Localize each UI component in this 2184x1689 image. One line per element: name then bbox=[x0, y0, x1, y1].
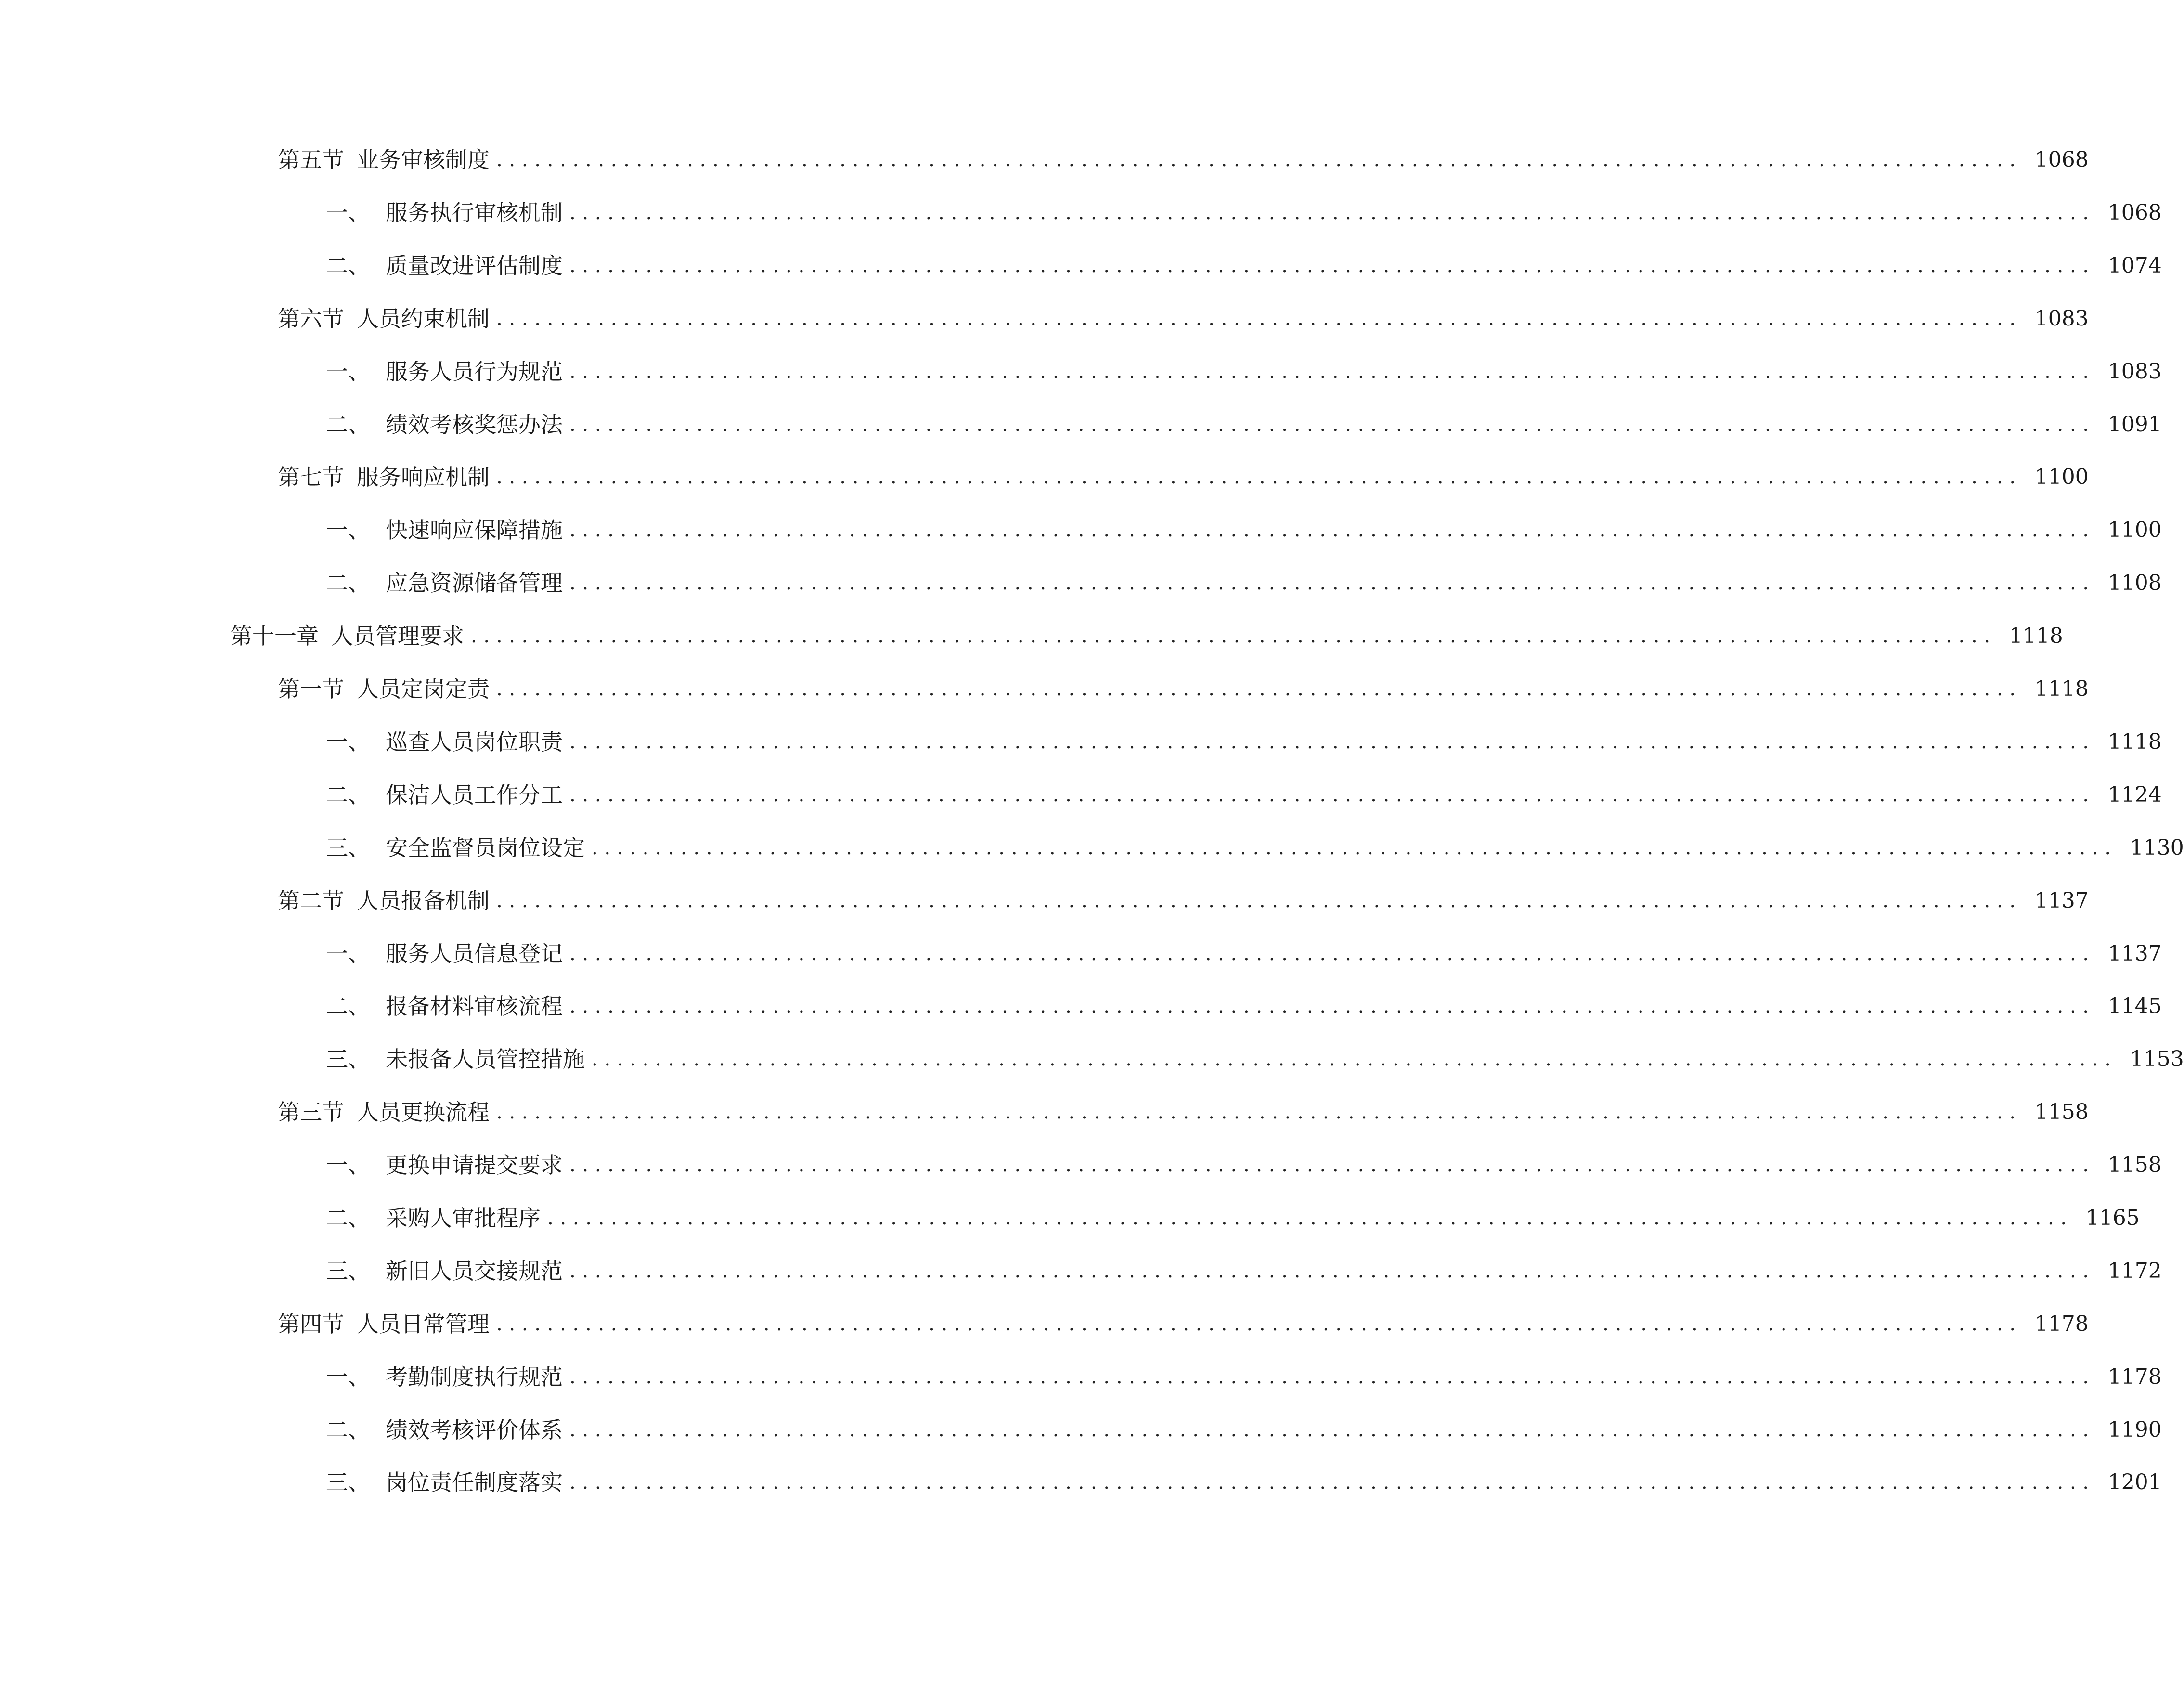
toc-leader-dots: ........................................................................................................................ bbox=[569, 361, 2095, 383]
toc-leader-dots: ........................................................................................................................ bbox=[592, 1048, 2118, 1070]
toc-entry[interactable] bbox=[0, 141, 2089, 179]
toc-entry[interactable] bbox=[0, 987, 2162, 1026]
toc-entry-label bbox=[326, 987, 563, 1026]
toc-entry-title: 服务人员行为规范 bbox=[386, 359, 563, 385]
toc-entry-title: 巡查人员岗位职责 bbox=[386, 729, 563, 755]
toc-page-number: 1100 bbox=[2107, 518, 2162, 542]
toc-entry-number: 二、 bbox=[326, 1205, 370, 1231]
toc-entry[interactable] bbox=[0, 1040, 2184, 1078]
toc-entry-number: 一、 bbox=[326, 729, 370, 755]
toc-leader-dots: ........................................................................................................................ bbox=[496, 466, 2022, 488]
toc-entry-number: 二、 bbox=[326, 1417, 370, 1443]
toc-entry-title: 人员约束机制 bbox=[357, 306, 490, 332]
toc-entry-number: 第十一章 bbox=[230, 623, 319, 649]
toc-entry-label bbox=[278, 1305, 490, 1343]
toc-leader-dots: ........................................................................................................................ bbox=[569, 995, 2095, 1017]
toc-entry-number: 第一节 bbox=[278, 676, 344, 702]
toc-entry-title: 人员更换流程 bbox=[357, 1099, 490, 1125]
toc-leader-dots: ........................................................................................................................ bbox=[569, 1366, 2095, 1388]
toc-leader-dots: ........................................................................................................................ bbox=[569, 414, 2095, 436]
toc-page-number: 1201 bbox=[2107, 1470, 2162, 1494]
toc-entry-number: 第三节 bbox=[278, 1099, 344, 1125]
toc-entry[interactable] bbox=[0, 1411, 2162, 1449]
toc-entry-number: 二、 bbox=[326, 412, 370, 438]
toc-page-number: 1068 bbox=[2034, 147, 2089, 172]
toc-entry-number: 二、 bbox=[326, 253, 370, 279]
toc-entry-label bbox=[326, 935, 563, 973]
toc-entry[interactable] bbox=[0, 1093, 2089, 1131]
toc-entry-label bbox=[278, 458, 490, 496]
toc-leader-dots: ........................................................................................................................ bbox=[569, 572, 2095, 594]
toc-leader-dots: ........................................................................................................................ bbox=[496, 1101, 2022, 1123]
toc-entry-number: 三、 bbox=[326, 1469, 370, 1495]
toc-page-number: 1118 bbox=[2034, 676, 2089, 701]
toc-page-number: 1145 bbox=[2107, 994, 2162, 1018]
toc-leader-dots: ........................................................................................................................ bbox=[471, 625, 1997, 647]
toc-page-number: 1068 bbox=[2107, 200, 2162, 225]
toc-entry-title: 绩效考核评价体系 bbox=[386, 1417, 563, 1443]
toc-entry-number: 一、 bbox=[326, 359, 370, 385]
toc-entry-title: 人员日常管理 bbox=[357, 1311, 490, 1337]
toc-entry-title: 快速响应保障措施 bbox=[386, 517, 563, 543]
toc-entry-number: 第四节 bbox=[278, 1311, 344, 1337]
toc-entry-number: 二、 bbox=[326, 570, 370, 596]
toc-entry-label bbox=[326, 776, 563, 814]
toc-entry-title: 服务执行审核机制 bbox=[386, 200, 563, 226]
toc-entry-number: 一、 bbox=[326, 200, 370, 226]
toc-page-number: 1153 bbox=[2130, 1047, 2184, 1071]
toc-entry-title: 绩效考核奖惩办法 bbox=[386, 412, 563, 438]
toc-entry-number: 三、 bbox=[326, 1258, 370, 1284]
toc-entry[interactable] bbox=[0, 1305, 2089, 1343]
toc-entry-number: 二、 bbox=[326, 782, 370, 808]
toc-leader-dots: ........................................................................................................................ bbox=[569, 255, 2095, 277]
toc-entry[interactable] bbox=[0, 617, 2063, 655]
toc-page-number: 1100 bbox=[2034, 465, 2089, 489]
toc-entry-label bbox=[326, 1252, 563, 1290]
toc-page-number: 1083 bbox=[2107, 359, 2162, 384]
toc-entry-label bbox=[326, 405, 563, 444]
toc-entry-title: 服务人员信息登记 bbox=[386, 941, 563, 967]
toc-entry-label bbox=[278, 299, 490, 338]
toc-entry-number: 一、 bbox=[326, 1364, 370, 1390]
toc-entry-number: 第六节 bbox=[278, 306, 344, 332]
toc-entry-number: 三、 bbox=[326, 1046, 370, 1072]
toc-entry[interactable] bbox=[0, 670, 2089, 708]
toc-leader-dots: ........................................................................................................................ bbox=[569, 731, 2095, 753]
toc-entry[interactable] bbox=[0, 352, 2162, 391]
toc-leader-dots: ........................................................................................................................ bbox=[569, 202, 2095, 224]
toc-entry-label bbox=[326, 1411, 563, 1449]
toc-entry-title: 采购人审批程序 bbox=[386, 1205, 541, 1231]
toc-entry[interactable] bbox=[0, 247, 2162, 285]
toc-entry-label bbox=[326, 247, 563, 285]
toc-entry-title: 未报备人员管控措施 bbox=[386, 1046, 585, 1072]
toc-leader-dots: ........................................................................................................................ bbox=[496, 149, 2022, 171]
toc-entry-label bbox=[326, 1040, 585, 1078]
toc-entry-number: 一、 bbox=[326, 941, 370, 967]
toc-entry-number: 一、 bbox=[326, 1152, 370, 1178]
toc-page-number: 1178 bbox=[2107, 1364, 2162, 1389]
toc-entry-title: 考勤制度执行规范 bbox=[386, 1364, 563, 1390]
toc-entry-label bbox=[230, 617, 464, 655]
toc-leader-dots: ........................................................................................................................ bbox=[496, 1313, 2022, 1335]
toc-page-number: 1124 bbox=[2107, 782, 2162, 807]
toc-entry[interactable] bbox=[0, 723, 2162, 761]
toc-entry[interactable] bbox=[0, 1252, 2162, 1290]
toc-entry-label bbox=[326, 1146, 563, 1184]
toc-entry-title: 报备材料审核流程 bbox=[386, 993, 563, 1019]
toc-entry-label bbox=[326, 829, 585, 867]
toc-entry[interactable] bbox=[0, 511, 2162, 549]
toc-entry-label bbox=[278, 1093, 490, 1131]
toc-entry-title: 质量改进评估制度 bbox=[386, 253, 563, 279]
toc-entry-label bbox=[326, 723, 563, 761]
toc-entry[interactable] bbox=[0, 935, 2162, 973]
toc-entry[interactable] bbox=[0, 1358, 2162, 1396]
toc-entry-label bbox=[278, 141, 490, 179]
toc-page-number: 1074 bbox=[2107, 253, 2162, 278]
toc-page-number: 1172 bbox=[2107, 1259, 2162, 1283]
toc-entry-title: 业务审核制度 bbox=[357, 147, 490, 173]
toc-entry-label bbox=[326, 352, 563, 391]
toc-page-number: 1118 bbox=[2009, 624, 2063, 648]
toc-entry-title: 新旧人员交接规范 bbox=[386, 1258, 563, 1284]
toc-entry-label bbox=[326, 1199, 541, 1237]
toc-page-number: 1165 bbox=[2085, 1206, 2140, 1230]
toc-leader-dots: ........................................................................................................................ bbox=[569, 1154, 2095, 1176]
toc-leader-dots: ........................................................................................................................ bbox=[569, 784, 2095, 806]
toc-entry[interactable] bbox=[0, 458, 2089, 496]
toc-entry-title: 更换申请提交要求 bbox=[386, 1152, 563, 1178]
toc-entry[interactable] bbox=[0, 882, 2089, 920]
toc-entry-label bbox=[326, 511, 563, 549]
toc-entry[interactable] bbox=[0, 564, 2162, 602]
toc-leader-dots: ........................................................................................................................ bbox=[496, 678, 2022, 700]
toc-entry[interactable] bbox=[0, 405, 2162, 444]
toc-entry-number: 第五节 bbox=[278, 147, 344, 173]
toc-leader-dots: ........................................................................................................................ bbox=[569, 1260, 2095, 1282]
toc-page-number: 1178 bbox=[2034, 1312, 2089, 1336]
toc-entry-number: 第二节 bbox=[278, 888, 344, 914]
toc-leader-dots: ........................................................................................................................ bbox=[496, 890, 2022, 912]
toc-entry-title: 人员报备机制 bbox=[357, 888, 490, 914]
toc-page-number: 1091 bbox=[2107, 412, 2162, 437]
toc-entry-title: 人员管理要求 bbox=[331, 623, 464, 649]
toc-page-number: 1083 bbox=[2034, 306, 2089, 331]
toc-entry-number: 二、 bbox=[326, 993, 370, 1019]
toc-entry[interactable] bbox=[0, 776, 2162, 814]
toc-entry-title: 安全监督员岗位设定 bbox=[386, 835, 585, 861]
toc-leader-dots: ........................................................................................................................ bbox=[592, 837, 2118, 859]
toc-entry-title: 应急资源储备管理 bbox=[386, 570, 563, 596]
toc-entry[interactable] bbox=[0, 829, 2184, 867]
toc-entry[interactable] bbox=[0, 1199, 2140, 1237]
toc-entry-title: 岗位责任制度落实 bbox=[386, 1469, 563, 1495]
toc-entry-label bbox=[326, 1463, 563, 1502]
toc-entry[interactable] bbox=[0, 194, 2162, 232]
toc-page-number: 1158 bbox=[2034, 1100, 2089, 1124]
toc-page-number: 1158 bbox=[2107, 1153, 2162, 1177]
toc-page-number: 1118 bbox=[2107, 729, 2162, 754]
toc-entry-title: 服务响应机制 bbox=[357, 464, 490, 490]
toc-entry-label bbox=[278, 882, 490, 920]
toc-entry-label bbox=[326, 194, 563, 232]
toc-leader-dots: ........................................................................................................................ bbox=[496, 308, 2022, 330]
toc-leader-dots: ........................................................................................................................ bbox=[569, 1471, 2095, 1494]
toc-entry-number: 三、 bbox=[326, 835, 370, 861]
toc-page-number: 1137 bbox=[2107, 941, 2162, 966]
toc-leader-dots: ........................................................................................................................ bbox=[547, 1207, 2073, 1229]
toc-leader-dots: ........................................................................................................................ bbox=[569, 1419, 2095, 1441]
toc-page-number: 1108 bbox=[2107, 571, 2162, 595]
toc-entry-title: 保洁人员工作分工 bbox=[386, 782, 563, 808]
toc-leader-dots: ........................................................................................................................ bbox=[569, 943, 2095, 965]
toc-page-number: 1130 bbox=[2130, 835, 2184, 860]
toc-entry-label bbox=[326, 1358, 563, 1396]
toc-entry-number: 一、 bbox=[326, 517, 370, 543]
toc-entry[interactable] bbox=[0, 299, 2089, 338]
toc-entry[interactable] bbox=[0, 1146, 2162, 1184]
toc-page-number: 1190 bbox=[2107, 1417, 2162, 1442]
toc-entry-label bbox=[278, 670, 490, 708]
toc-page-number: 1137 bbox=[2034, 888, 2089, 913]
toc-entry-label bbox=[326, 564, 563, 602]
toc-entry-title: 人员定岗定责 bbox=[357, 676, 490, 702]
toc-entry[interactable] bbox=[0, 1463, 2162, 1502]
toc-entry-number: 第七节 bbox=[278, 464, 344, 490]
toc-leader-dots: ........................................................................................................................ bbox=[569, 519, 2095, 541]
